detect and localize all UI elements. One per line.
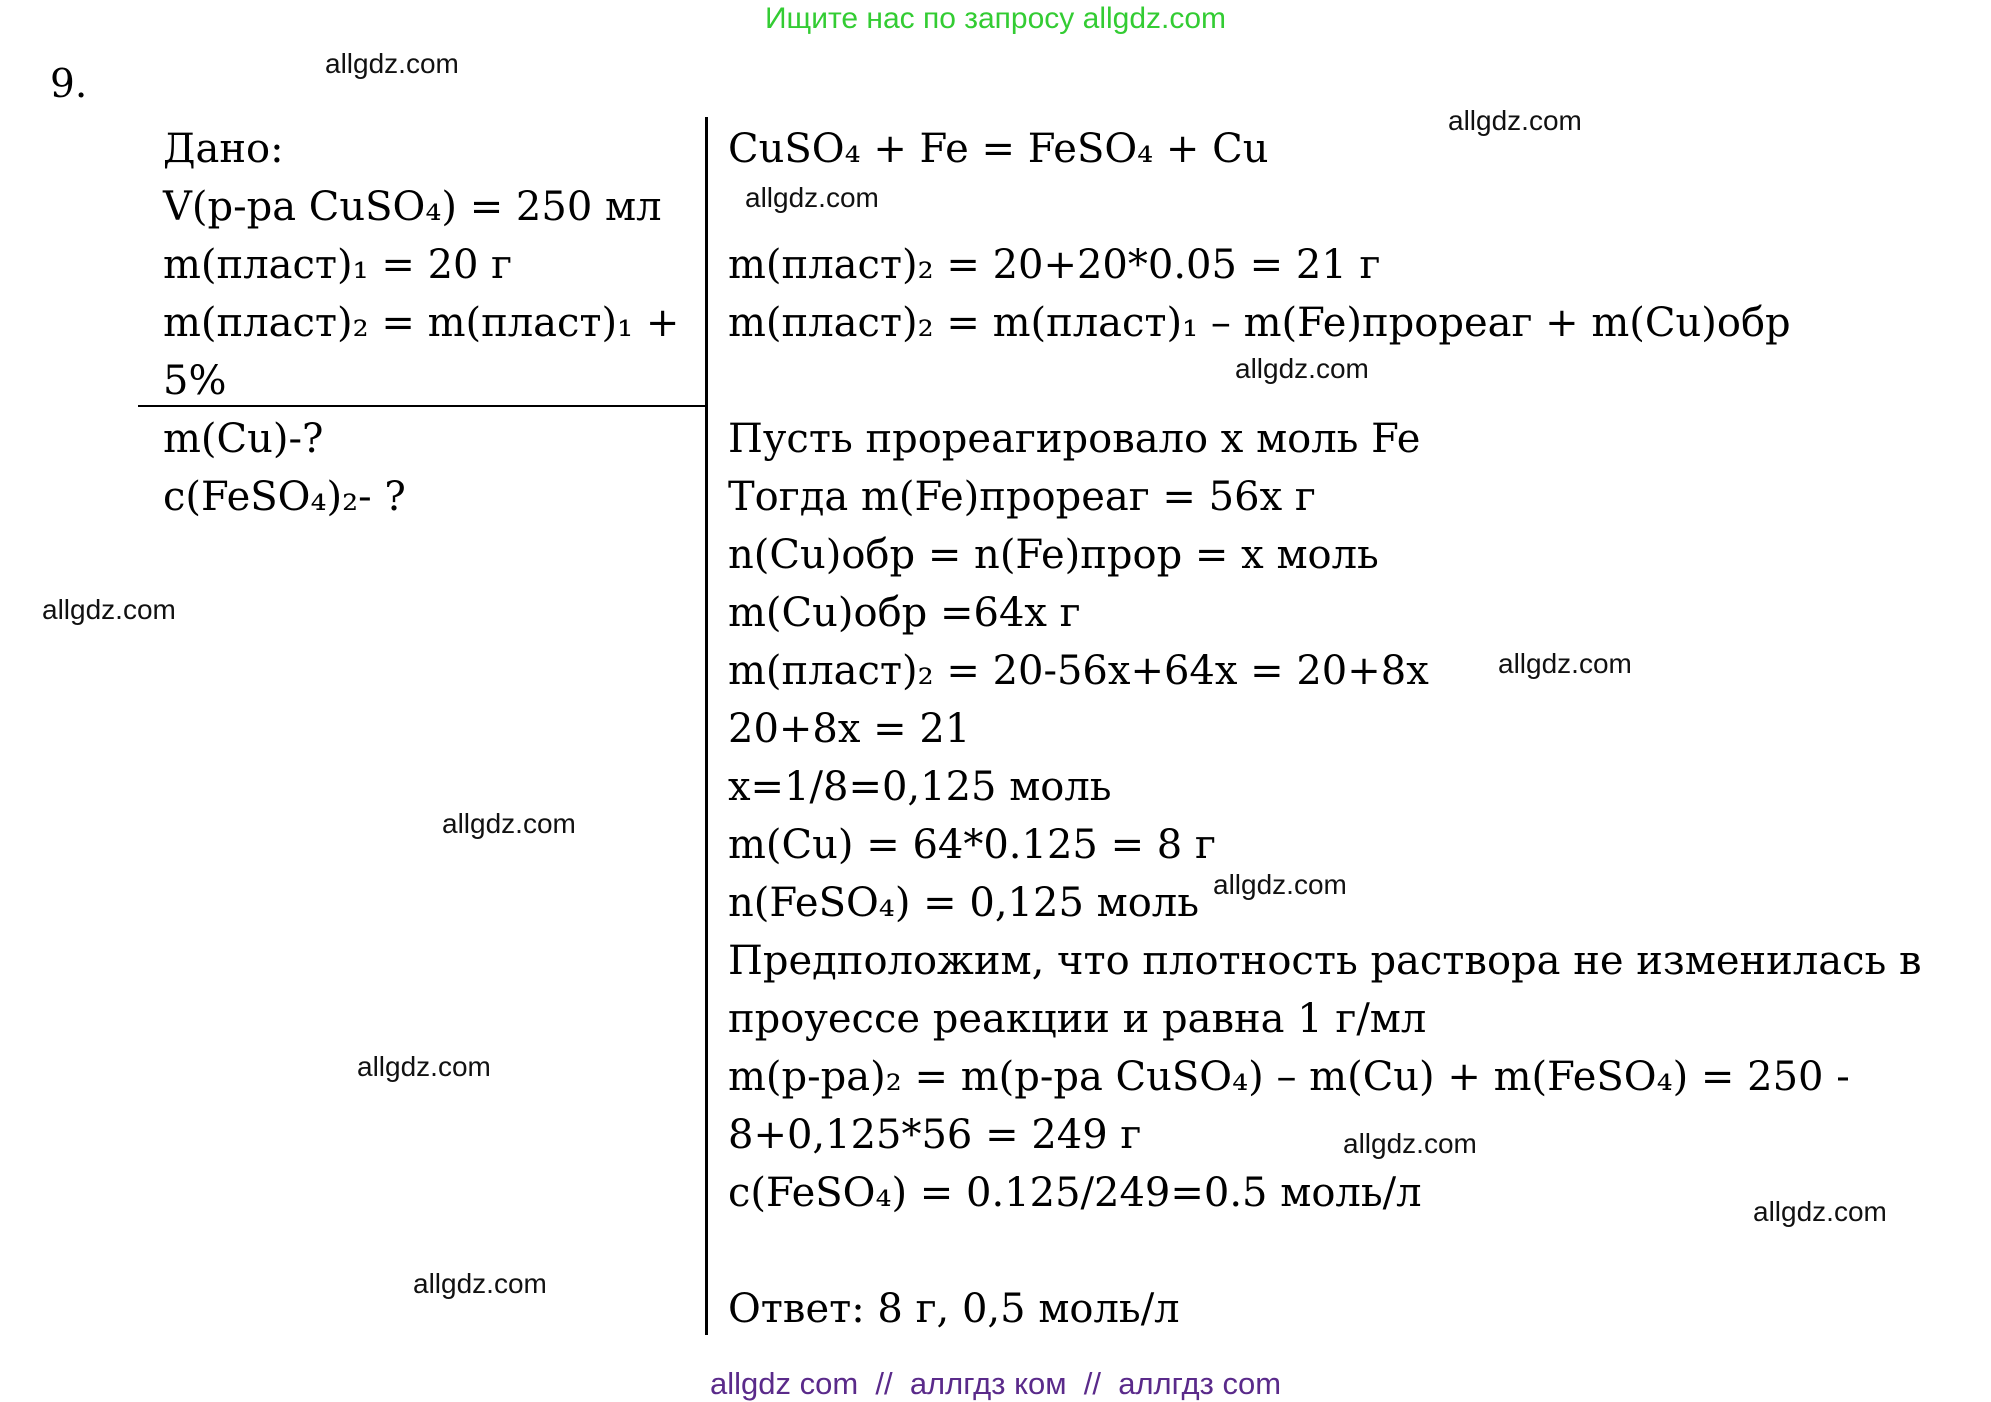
watermark: allgdz.com (413, 1268, 547, 1299)
answer-line: Ответ: 8 г, 0,5 моль/л (728, 1286, 1180, 1332)
given-line: m(пласт)₁ = 20 г (163, 242, 513, 288)
solution-line: Тогда m(Fe)прореаг = 56x г (728, 474, 1316, 520)
given-line: 5% (163, 358, 227, 404)
solution-line: 8+0,125*56 = 249 г (728, 1112, 1142, 1158)
top-banner: Ищите нас по запросу allgdz.com (764, 2, 1227, 35)
solution-line: 20+8x = 21 (728, 706, 971, 752)
given-line: m(пласт)₂ = m(пласт)₁ + (163, 300, 680, 346)
watermark: allgdz.com (1213, 869, 1347, 900)
watermark: allgdz.com (1498, 648, 1632, 679)
solution-line: m(Cu)обр =64x г (728, 590, 1081, 636)
solution-line: n(Cu)обр = n(Fe)прор = x моль (728, 532, 1379, 578)
solution-line (728, 1222, 1943, 1280)
solution-line: m(пласт)₂ = 20-56x+64x = 20+8x (728, 648, 1429, 694)
watermark: allgdz.com (745, 182, 879, 213)
bottom-banner: allgdz com // аллгдз ком // аллгдз com (709, 1366, 1282, 1401)
watermark: allgdz.com (1343, 1128, 1477, 1159)
solution-line: проуессе реакции и равна 1 г/мл (728, 996, 1427, 1042)
table-vertical-divider (705, 117, 708, 1335)
solution-line: Предположим, что плотность раствора не изменилась в (728, 938, 1922, 984)
solution-line: x=1/8=0,125 моль (728, 764, 1112, 810)
watermark: allgdz.com (325, 48, 459, 79)
find-line: m(Cu)-? (163, 416, 324, 462)
find-line: c(FeSO₄)₂- ? (163, 474, 406, 520)
watermark: allgdz.com (42, 594, 176, 625)
solution-block (728, 120, 1943, 1338)
solution-line: Пусть прореагировало x моль Fe (728, 416, 1421, 462)
problem-number: 9. (50, 62, 88, 107)
solution-line (728, 178, 1943, 236)
given-block (163, 120, 689, 410)
solution-line: m(р-ра)₂ = m(р-ра CuSO₄) – m(Cu) + m(FeSO₄) = 250 - (728, 1054, 1850, 1100)
watermark: allgdz.com (357, 1051, 491, 1082)
watermark: allgdz.com (442, 808, 576, 839)
solution-line: m(пласт)₂ = m(пласт)₁ – m(Fe)прореаг + m(Cu)обр (728, 300, 1791, 346)
solution-line: CuSO₄ + Fe = FeSO₄ + Cu (728, 126, 1269, 172)
watermark: allgdz.com (1448, 105, 1582, 136)
watermark: allgdz.com (1235, 353, 1369, 384)
solution-line: m(пласт)₂ = 20+20*0.05 = 21 г (728, 242, 1381, 288)
given-line: Дано: (163, 126, 284, 172)
watermark: allgdz.com (1753, 1196, 1887, 1227)
given-line: V(р-ра CuSO₄) = 250 мл (163, 184, 662, 230)
solution-line: n(FeSO₄) = 0,125 моль (728, 880, 1199, 926)
solution-line: m(Cu) = 64*0.125 = 8 г (728, 822, 1216, 868)
solution-line: c(FeSO₄) = 0.125/249=0.5 моль/л (728, 1170, 1422, 1216)
find-block (163, 410, 406, 526)
